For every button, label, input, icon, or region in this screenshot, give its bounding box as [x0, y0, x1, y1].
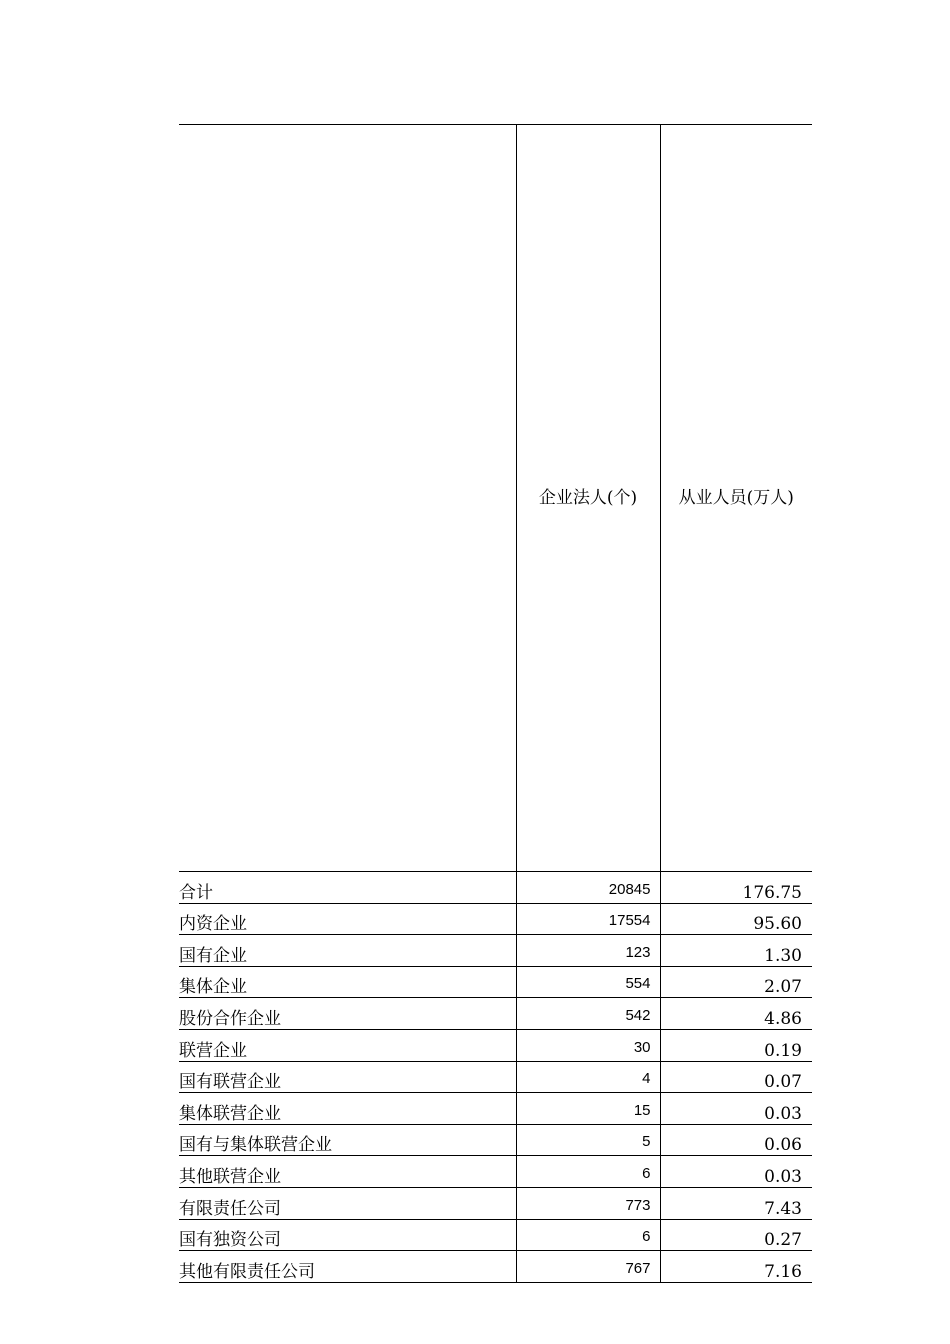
table-row [179, 1219, 812, 1251]
row-enterprise-count: 542 [516, 998, 660, 1030]
row-employees: 2.07 [660, 966, 812, 998]
header-employees: 从业人员(万人) [660, 125, 812, 872]
row-enterprise-count: 17554 [516, 903, 660, 935]
table-row [179, 1251, 812, 1283]
enterprise-statistics-table [179, 124, 812, 1283]
row-employees: 95.60 [660, 903, 812, 935]
row-category-label: 有限责任公司 [179, 1187, 516, 1219]
row-enterprise-count: 20845 [516, 872, 660, 904]
row-category-label: 内资企业 [179, 903, 516, 935]
row-employees: 0.07 [660, 1061, 812, 1093]
table-row [179, 1029, 812, 1061]
row-enterprise-count: 6 [516, 1219, 660, 1251]
table-body [179, 872, 812, 1283]
table-row [179, 998, 812, 1030]
header-row [179, 125, 812, 872]
table-row [179, 1156, 812, 1188]
table-row [179, 966, 812, 998]
table-row [179, 935, 812, 967]
row-category-label: 联营企业 [179, 1029, 516, 1061]
row-category-label: 集体联营企业 [179, 1093, 516, 1125]
table-row [179, 1061, 812, 1093]
row-employees: 7.43 [660, 1187, 812, 1219]
row-employees: 7.16 [660, 1251, 812, 1283]
row-category-label: 国有独资公司 [179, 1219, 516, 1251]
row-enterprise-count: 554 [516, 966, 660, 998]
table-row [179, 872, 812, 904]
row-enterprise-count: 773 [516, 1187, 660, 1219]
statistics-sheet [179, 124, 812, 1283]
row-enterprise-count: 5 [516, 1124, 660, 1156]
row-enterprise-count: 4 [516, 1061, 660, 1093]
row-employees: 0.03 [660, 1156, 812, 1188]
row-category-label: 其他联营企业 [179, 1156, 516, 1188]
header-enterprise-count: 企业法人(个) [516, 125, 660, 872]
table-row [179, 1187, 812, 1219]
row-enterprise-count: 15 [516, 1093, 660, 1125]
row-category-label: 合计 [179, 872, 516, 904]
row-category-label: 集体企业 [179, 966, 516, 998]
header-category [179, 125, 516, 872]
row-category-label: 其他有限责任公司 [179, 1251, 516, 1283]
table-row [179, 1124, 812, 1156]
row-enterprise-count: 767 [516, 1251, 660, 1283]
row-category-label: 国有与集体联营企业 [179, 1124, 516, 1156]
row-enterprise-count: 6 [516, 1156, 660, 1188]
table-header [179, 125, 812, 872]
row-employees: 176.75 [660, 872, 812, 904]
table-row [179, 903, 812, 935]
row-enterprise-count: 30 [516, 1029, 660, 1061]
row-enterprise-count: 123 [516, 935, 660, 967]
row-employees: 0.03 [660, 1093, 812, 1125]
row-employees: 4.86 [660, 998, 812, 1030]
row-employees: 0.27 [660, 1219, 812, 1251]
row-category-label: 股份合作企业 [179, 998, 516, 1030]
row-category-label: 国有企业 [179, 935, 516, 967]
row-employees: 0.06 [660, 1124, 812, 1156]
row-employees: 0.19 [660, 1029, 812, 1061]
row-category-label: 国有联营企业 [179, 1061, 516, 1093]
row-employees: 1.30 [660, 935, 812, 967]
table-row [179, 1093, 812, 1125]
